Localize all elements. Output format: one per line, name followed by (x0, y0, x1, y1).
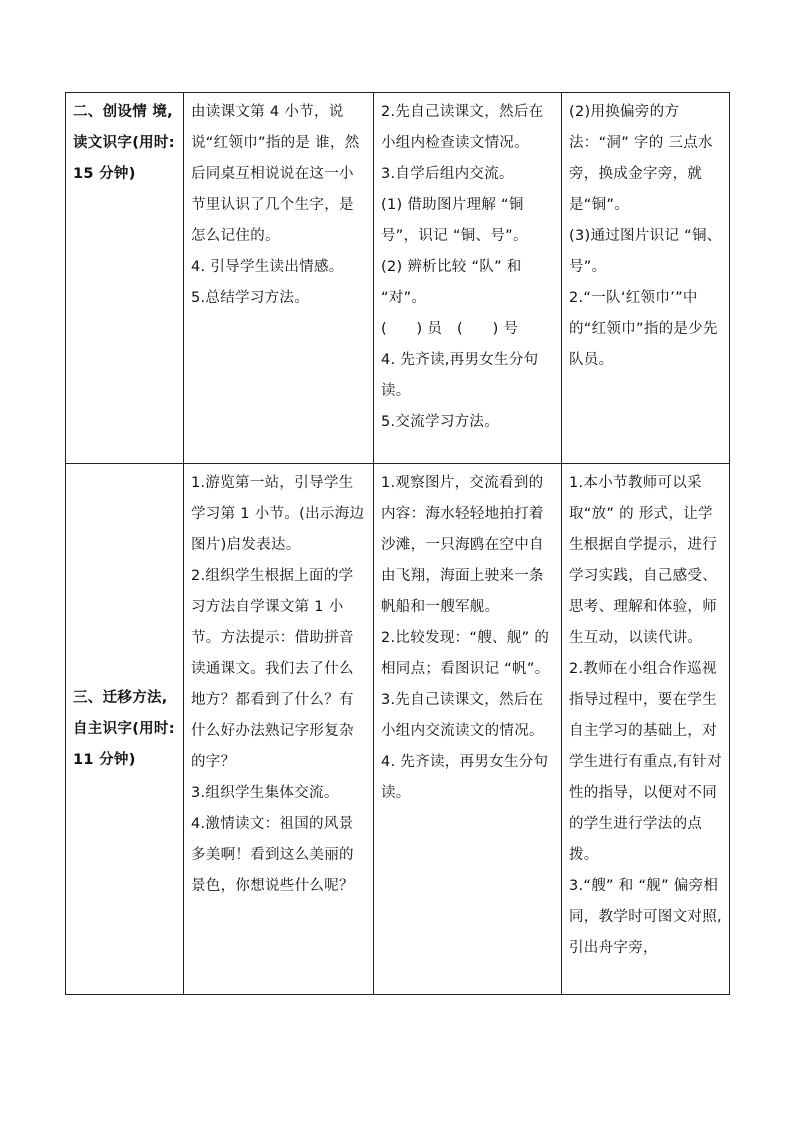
stage-cell (66, 93, 184, 464)
lesson-plan-table (65, 92, 730, 995)
student-activity-item: 1.观察图片，交流看到的内容：海水轻轻地拍打着沙滩，一只海鸥在空中自由飞翔，海面上驶来一条帆船和一艘军舰。 (381, 475, 544, 615)
teacher-activity-item: 2.组织学生根据上面的学习方法自学课文第 1 小节。方法提示：借助拼音读通课文。我们去了什么地方？都看到了什么？有什么好办法熟记字形复杂的字？ (191, 568, 354, 770)
design-note-item: 3.“艘” 和 “舰” 偏旁相同，教学时可图文对照,引出舟字旁， (569, 878, 722, 956)
table-row (66, 93, 730, 464)
teacher-activity-cell (184, 464, 374, 995)
teacher-activity-cell (184, 93, 374, 464)
student-activity-item: (1) 借助图片理解 “铜号”，识记 “铜、号”。 (381, 197, 528, 244)
design-note-item: (2)用换偏旁的方法：“洞” 字的 三点水旁，换成金字旁，就是“铜”。 (569, 104, 713, 213)
design-note-item: 1.本小节教师可以采取“放” 的 形式，让学生根据自学提示，进行学习实践，自己感受、思考、理解和体验，师生互动，以读代讲。 (569, 475, 717, 646)
stage-cell (66, 464, 184, 995)
student-activity-item: 3.自学后组内交流。 (381, 166, 514, 182)
teacher-activity-item: 4.激情读文：祖国的风景多美啊！看到这么美丽的景色，你想说些什么呢？ (191, 816, 354, 894)
design-notes-cell (562, 464, 730, 995)
design-notes-cell (562, 93, 730, 464)
teacher-activity-item: 3.组织学生集体交流。 (191, 785, 339, 801)
stage-label: 三、迁移方法,自主识字(用时:11 分钟) (73, 689, 175, 768)
student-activity-cell (374, 93, 562, 464)
student-activity-item: 2.比较发现：“艘、舰” 的相同点；看图识记 “帆”。 (381, 630, 550, 677)
student-activity-cell (374, 464, 562, 995)
teacher-activity-item: 4. 引导学生读出情感。 (191, 259, 344, 275)
student-activity-item: 3.先自己读课文，然后在小组内交流读文的情况。 (381, 692, 544, 739)
design-note-item: (3)通过图片识记 “铜、号”。 (569, 228, 722, 275)
student-activity-item: 5.交流学习方法。 (381, 414, 500, 430)
student-activity-item: ( ) 员 ( ) 号 (381, 321, 519, 337)
design-note-item: 2.教师在小组合作巡视指导过程中，要在学生自主学习的基础上，对学生进行有重点,有针对性的指导，以便对不同的学生进行学法的点拨。 (569, 661, 722, 863)
stage-label: 二、创设情 境,读文识字(用时:15 分钟) (73, 104, 175, 182)
design-note-item: 2.“一队‘红领巾’”中的“红领巾”指的是少先队员。 (569, 290, 718, 368)
student-activity-item: (2) 辨析比较 “队” 和 “对”。 (381, 259, 522, 306)
student-activity-item: 4. 先齐读,再男女生分句读。 (381, 352, 539, 399)
student-activity-item: 4. 先齐读，再男女生分句读。 (381, 754, 549, 801)
student-activity-item: 2.先自己读课文，然后在小组内检查读文情况。 (381, 104, 544, 151)
table-row (66, 464, 730, 995)
teacher-activity-item: 1.游览第一站，引导学生学习第 1 小节。(出示海边图片)启发表达。 (191, 475, 365, 553)
teacher-activity-item: 5.总结学习方法。 (191, 290, 310, 306)
teacher-activity-item: 由读课文第 4 小节，说说“红领巾”指的是 谁，然后同桌互相说说在这一小节里认识了几个生字，是怎么记住的。 (191, 104, 360, 244)
